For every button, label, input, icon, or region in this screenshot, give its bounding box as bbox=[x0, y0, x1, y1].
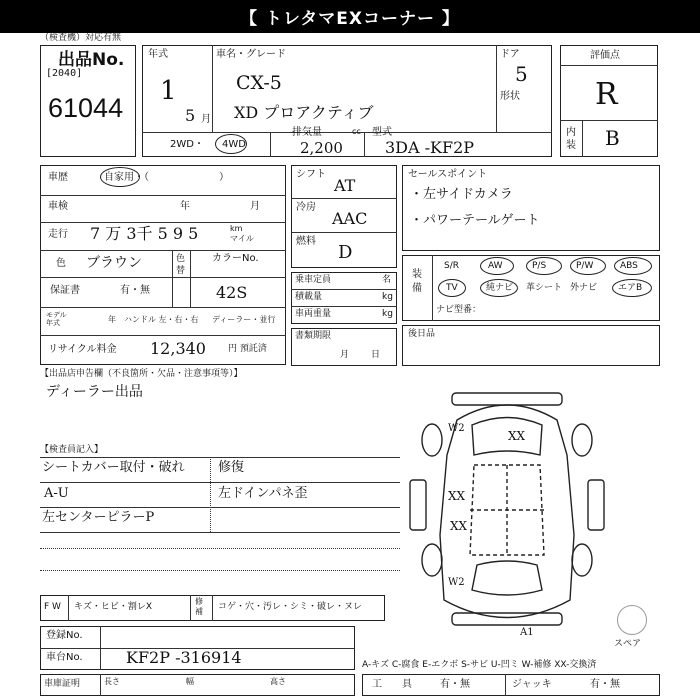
tools-value: 有・無 bbox=[440, 679, 470, 690]
lot-number: 61044 bbox=[48, 93, 124, 123]
color-no-label: カラーNo. bbox=[212, 253, 259, 264]
diagram-xx-left2: XX bbox=[450, 519, 468, 533]
mileage-label: 走行 bbox=[48, 229, 68, 240]
capacity-label: 乗車定員 bbox=[295, 275, 332, 285]
color-side: 色 替 bbox=[176, 254, 186, 276]
diagram-xx-top: XX bbox=[508, 429, 526, 443]
jack-label: ジャッキ bbox=[512, 679, 552, 690]
color-value: ブラウン bbox=[86, 255, 142, 271]
reg-label: 登録No. bbox=[46, 630, 83, 641]
year-label: 年式 bbox=[148, 49, 168, 60]
displacement-unit: cc bbox=[352, 127, 361, 136]
door-label: ドア bbox=[500, 49, 520, 60]
lot-label: 出品No. bbox=[58, 50, 125, 70]
drive-2wd: 2WD・ bbox=[170, 139, 204, 150]
diagram-w2-top: W2 bbox=[448, 423, 465, 434]
car-diagram bbox=[402, 385, 612, 645]
sales-label: セールスポイント bbox=[408, 169, 488, 180]
weight-label: 車両重量 bbox=[295, 309, 332, 319]
later-box bbox=[402, 325, 660, 366]
cert-c: 高さ bbox=[270, 677, 286, 686]
cert-box bbox=[40, 674, 355, 696]
model-year-handle: ハンドル 左・右・右 bbox=[124, 315, 199, 324]
diagram-xx-left1: XX bbox=[448, 489, 466, 503]
equip-navi: 純ナビ bbox=[486, 283, 514, 293]
year-value: 1 bbox=[160, 76, 177, 106]
mileage-value: 7 万 3千 5 9 5 bbox=[90, 224, 199, 243]
tools-label: 工 具 bbox=[372, 679, 412, 690]
mileage-unit: km マイル bbox=[230, 224, 254, 243]
load-unit: kg bbox=[382, 292, 393, 302]
cert-label: 車庫証明 bbox=[44, 679, 81, 689]
equip-aw-circle bbox=[480, 257, 514, 275]
shaken-label: 車検 bbox=[48, 201, 68, 212]
history-value: 自家用・（ ） bbox=[104, 172, 229, 183]
equip-ext-navi: 外ナビ bbox=[570, 283, 598, 293]
spare-icon bbox=[617, 605, 647, 635]
banner-title: 【 トレタマEXコーナー 】 bbox=[0, 0, 700, 33]
inspector-row2-left: A-U bbox=[44, 486, 69, 501]
aircon-value: AAC bbox=[332, 209, 368, 228]
model-year-year: 年 bbox=[108, 315, 116, 324]
equip-navi-circle bbox=[480, 279, 518, 297]
aircon-label: 冷房 bbox=[296, 202, 316, 213]
later-label: 後日品 bbox=[408, 329, 436, 339]
equip-abs: ABS bbox=[620, 261, 638, 271]
history-label: 車歴 bbox=[48, 172, 68, 183]
equip-airbag-circle bbox=[612, 279, 652, 297]
equip-pw: P/W bbox=[576, 261, 594, 271]
equip-abs-circle bbox=[614, 257, 652, 275]
equip-airbag: エアB bbox=[618, 283, 643, 293]
equip-sr: S/R bbox=[444, 261, 459, 271]
top-note: （検査機）対応有無 bbox=[40, 33, 122, 43]
equip-pw-circle bbox=[570, 257, 606, 275]
doc-unit: 月日 bbox=[340, 350, 403, 360]
load-label: 積載量 bbox=[295, 292, 323, 302]
interior-value: B bbox=[605, 126, 620, 150]
fw-b: 修 補 bbox=[195, 597, 203, 616]
equip-ps: P/S bbox=[532, 261, 547, 271]
spare-label: スペア bbox=[614, 639, 642, 649]
fw-c: コゲ・穴・汚レ・シミ・破レ・ヌレ bbox=[218, 602, 363, 612]
shift-value: AT bbox=[334, 176, 356, 195]
notes-value: ディーラー出品 bbox=[46, 384, 143, 400]
model-name: CX-5 bbox=[236, 72, 282, 94]
model-year-label: モデル 年式 bbox=[46, 311, 67, 328]
legend: A-キズ C-腐食 E-エクボ S-サビ U-凹ミ W-補修 XX-交換済 bbox=[362, 660, 597, 670]
warranty-label: 保証書 bbox=[50, 285, 80, 296]
recycle-label: リサイクル料金 bbox=[48, 344, 117, 355]
equip-tv-circle bbox=[438, 279, 466, 297]
door-value: 5 bbox=[515, 62, 528, 86]
cert-b: 幅 bbox=[186, 677, 194, 686]
inspector-row1-left: シートカバー取付・破れ bbox=[42, 460, 185, 475]
drive-4wd: 4WD bbox=[222, 139, 246, 150]
displacement-value: 2,200 bbox=[300, 139, 343, 157]
inspector-label: 【検査員記入】 bbox=[40, 445, 104, 455]
type-label: 型式 bbox=[372, 127, 392, 138]
color-no-value: 42S bbox=[216, 283, 248, 302]
diagram-a1: A1 bbox=[520, 627, 534, 638]
weight-unit: kg bbox=[382, 309, 393, 319]
capacity-unit: 名 bbox=[382, 275, 392, 285]
recycle-value: 12,340 bbox=[150, 339, 206, 358]
drive-4wd-circle bbox=[215, 134, 247, 154]
year-month-unit: 月 bbox=[201, 114, 211, 125]
color-label: 色 bbox=[56, 258, 66, 269]
fw-a: キズ・ヒビ・割レX bbox=[74, 602, 152, 612]
equip-aw: AW bbox=[488, 261, 503, 271]
warranty-value: 有・無 bbox=[120, 285, 150, 296]
inspector-row3-left: 左センターピラーP bbox=[42, 510, 155, 525]
model-year-dealer: ディーラー・並行 bbox=[212, 315, 276, 324]
equip-label: 装 備 bbox=[412, 269, 422, 294]
chassis-label: 車台No. bbox=[46, 652, 83, 663]
sales-item-1: ・左サイドカメラ bbox=[410, 187, 513, 202]
notes-label: 【出品店申告欄（不良箇所・欠品・注意事項等）】 bbox=[40, 369, 243, 379]
jack-value: 有・無 bbox=[590, 679, 620, 690]
cert-a: 長さ bbox=[104, 677, 120, 686]
recycle-unit: 円 預託済 bbox=[228, 344, 267, 354]
fuel-value: D bbox=[338, 242, 353, 263]
diagram-w2-bottom: W2 bbox=[448, 577, 465, 588]
fw-label: F W bbox=[44, 602, 61, 612]
model-grade: XD プロアクティブ bbox=[234, 103, 374, 122]
shape-label: 形状 bbox=[500, 91, 520, 102]
lot-sub: [2040] bbox=[46, 68, 83, 79]
equip-leather: 革シート bbox=[526, 283, 563, 293]
shift-label: シフト bbox=[296, 169, 326, 180]
model-label: 車名・グレード bbox=[216, 49, 286, 60]
inspector-row2-right: 左ドインパネ歪 bbox=[218, 486, 308, 501]
score-label: 評価点 bbox=[590, 50, 620, 61]
shaken-month: 月 bbox=[250, 201, 260, 212]
interior-label: 内 装 bbox=[566, 127, 576, 151]
history-circle bbox=[100, 167, 140, 187]
shaken-year: 年 bbox=[180, 201, 190, 212]
score-value: R bbox=[595, 77, 618, 112]
type-value: 3DA -KF2P bbox=[385, 138, 475, 157]
equip-ps-circle bbox=[526, 257, 562, 275]
sales-item-2: ・パワーテールゲート bbox=[410, 213, 540, 228]
doc-label: 書類期限 bbox=[295, 331, 332, 341]
year-month: 5 bbox=[185, 106, 196, 125]
equip-tv: TV bbox=[446, 283, 458, 293]
fuel-label: 燃料 bbox=[296, 236, 316, 247]
inspector-row1-right: 修復 bbox=[218, 460, 245, 475]
displacement-label: 排気量 bbox=[292, 127, 322, 138]
equip-navi-model: ナビ型番： bbox=[436, 305, 482, 315]
chassis-value: KF2P -316914 bbox=[126, 648, 242, 667]
